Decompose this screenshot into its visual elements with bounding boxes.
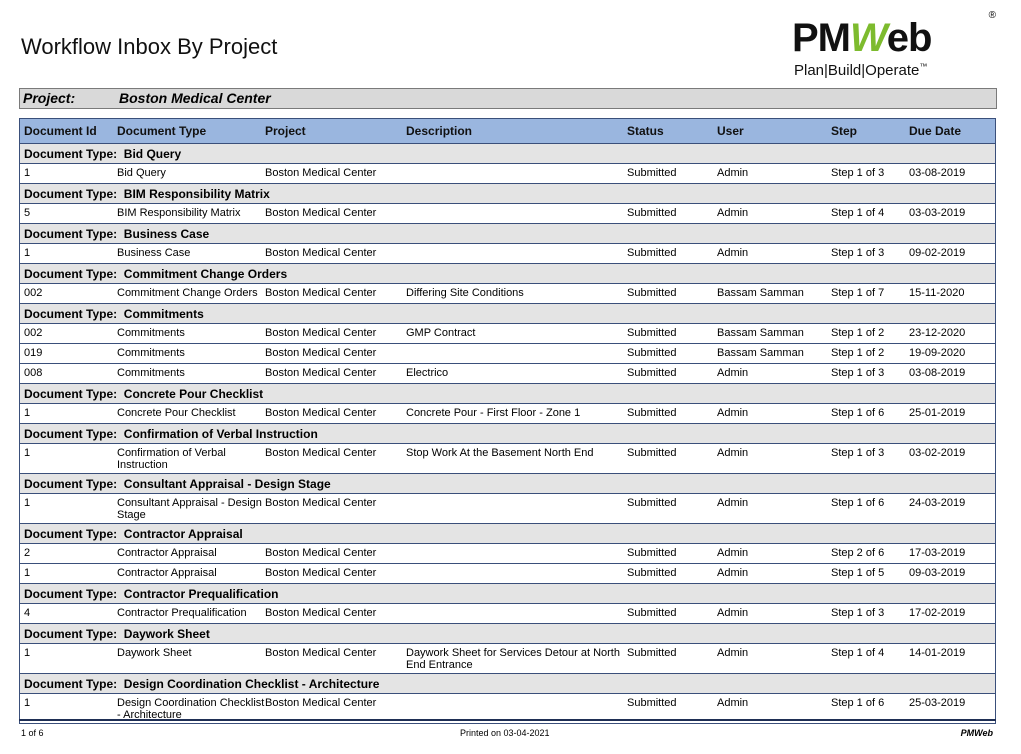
cell-document-id: 1 xyxy=(24,247,31,259)
cell-status: Submitted xyxy=(627,327,677,339)
group-title: Document Type: Commitments xyxy=(24,307,204,321)
col-user: User xyxy=(717,124,744,138)
registered-mark: ® xyxy=(988,10,996,21)
group-title: Document Type: Confirmation of Verbal Instruction xyxy=(24,427,318,441)
group-header xyxy=(19,224,996,244)
table-header xyxy=(19,118,996,144)
cell-due-date: 14-01-2019 xyxy=(909,647,966,659)
cell-user: Admin xyxy=(717,567,749,579)
cell-status: Submitted xyxy=(627,247,677,259)
cell-user: Admin xyxy=(717,647,749,659)
group-header xyxy=(19,304,996,324)
cell-user: Admin xyxy=(717,547,749,559)
cell-document-id: 5 xyxy=(24,207,31,219)
cell-document-id: 002 xyxy=(24,327,43,339)
cell-project: Boston Medical Center xyxy=(265,607,377,619)
cell-description: GMP Contract xyxy=(406,327,476,339)
cell-project: Boston Medical Center xyxy=(265,367,377,379)
group-title: Document Type: Daywork Sheet xyxy=(24,627,210,641)
cell-user: Bassam Samman xyxy=(717,327,804,339)
group-title: Document Type: BIM Responsibility Matrix xyxy=(24,187,270,201)
table-row[interactable] xyxy=(19,204,996,224)
cell-step: Step 1 of 6 xyxy=(831,407,885,419)
cell-status: Submitted xyxy=(627,207,677,219)
cell-document-id: 1 xyxy=(24,567,31,579)
printed-date: Printed on 03-04-2021 xyxy=(460,728,550,738)
cell-user: Admin xyxy=(717,447,749,459)
table-row[interactable] xyxy=(19,644,996,674)
group-title: Document Type: Business Case xyxy=(24,227,210,241)
cell-document-id: 1 xyxy=(24,167,31,179)
col-project: Project xyxy=(265,124,306,138)
cell-step: Step 1 of 5 xyxy=(831,567,885,579)
col-due-date: Due Date xyxy=(909,124,962,138)
cell-due-date: 09-03-2019 xyxy=(909,567,966,579)
project-bar xyxy=(19,88,997,109)
cell-step: Step 1 of 2 xyxy=(831,347,885,359)
cell-due-date: 03-02-2019 xyxy=(909,447,966,459)
cell-document-type: Contractor Appraisal xyxy=(117,567,217,579)
cell-due-date: 23-12-2020 xyxy=(909,327,966,339)
group-title: Document Type: Commitment Change Orders xyxy=(24,267,288,281)
footer-brand: PMWeb xyxy=(960,728,993,738)
col-step: Step xyxy=(831,124,858,138)
cell-document-id: 1 xyxy=(24,697,31,709)
group-header xyxy=(19,264,996,284)
cell-status: Submitted xyxy=(627,647,677,659)
table-row[interactable] xyxy=(19,284,996,304)
col-document-id: Document Id xyxy=(24,124,97,138)
cell-project: Boston Medical Center xyxy=(265,407,377,419)
cell-project: Boston Medical Center xyxy=(265,347,377,359)
cell-status: Submitted xyxy=(627,567,677,579)
cell-step: Step 1 of 6 xyxy=(831,497,885,509)
cell-document-id: 019 xyxy=(24,347,43,359)
cell-project: Boston Medical Center xyxy=(265,287,377,299)
cell-user: Admin xyxy=(717,167,749,179)
cell-project: Boston Medical Center xyxy=(265,247,377,259)
cell-document-type: Design Coordination Checklist - Architecture xyxy=(117,697,265,721)
cell-status: Submitted xyxy=(627,407,677,419)
cell-user: Admin xyxy=(717,407,749,419)
logo-wordmark: PMWeb xyxy=(792,16,932,60)
cell-project: Boston Medical Center xyxy=(265,447,377,459)
group-title: Document Type: Bid Query xyxy=(24,147,182,161)
group-title: Document Type: Consultant Appraisal - Design Stage xyxy=(24,477,331,491)
cell-document-type: Commitments xyxy=(117,347,185,359)
cell-status: Submitted xyxy=(627,547,677,559)
table-row[interactable] xyxy=(19,564,996,584)
col-status: Status xyxy=(627,124,664,138)
cell-description: Differing Site Conditions xyxy=(406,287,524,299)
footer-divider xyxy=(19,719,996,721)
col-document-type: Document Type xyxy=(117,124,207,138)
table-body xyxy=(19,144,996,724)
group-title: Document Type: Design Coordination Checklist - Architecture xyxy=(24,677,380,691)
group-header xyxy=(19,384,996,404)
cell-document-id: 1 xyxy=(24,447,31,459)
cell-due-date: 19-09-2020 xyxy=(909,347,966,359)
group-header xyxy=(19,144,996,164)
cell-project: Boston Medical Center xyxy=(265,547,377,559)
group-header xyxy=(19,624,996,644)
cell-description: Concrete Pour - First Floor - Zone 1 xyxy=(406,407,581,419)
cell-user: Admin xyxy=(717,497,749,509)
cell-document-id: 4 xyxy=(24,607,31,619)
cell-status: Submitted xyxy=(627,347,677,359)
cell-step: Step 1 of 3 xyxy=(831,607,885,619)
cell-document-type: Consultant Appraisal - Design Stage xyxy=(117,497,262,521)
table-row[interactable] xyxy=(19,604,996,624)
project-name: Boston Medical Center xyxy=(119,90,271,106)
cell-project: Boston Medical Center xyxy=(265,647,377,659)
cell-document-type: Concrete Pour Checklist xyxy=(117,407,236,419)
cell-due-date: 24-03-2019 xyxy=(909,497,966,509)
cell-due-date: 03-08-2019 xyxy=(909,167,966,179)
group-title: Document Type: Contractor Appraisal xyxy=(24,527,243,541)
report-title: Workflow Inbox By Project xyxy=(21,34,278,59)
table-row[interactable] xyxy=(19,404,996,424)
cell-description: Daywork Sheet for Services Detour at North End Entrance xyxy=(406,647,620,671)
cell-due-date: 25-01-2019 xyxy=(909,407,966,419)
cell-document-type: Contractor Prequalification xyxy=(117,607,247,619)
group-title: Document Type: Concrete Pour Checklist xyxy=(24,387,264,401)
cell-project: Boston Medical Center xyxy=(265,327,377,339)
cell-document-id: 1 xyxy=(24,647,31,659)
cell-document-type: Daywork Sheet xyxy=(117,647,192,659)
cell-due-date: 03-03-2019 xyxy=(909,207,966,219)
cell-step: Step 1 of 3 xyxy=(831,167,885,179)
cell-step: Step 1 of 4 xyxy=(831,647,885,659)
col-description: Description xyxy=(406,124,473,138)
cell-document-id: 1 xyxy=(24,497,31,509)
cell-project: Boston Medical Center xyxy=(265,167,377,179)
cell-status: Submitted xyxy=(627,607,677,619)
cell-project: Boston Medical Center xyxy=(265,497,377,509)
cell-user: Admin xyxy=(717,607,749,619)
group-header xyxy=(19,584,996,604)
project-label: Project: xyxy=(23,90,76,106)
cell-step: Step 1 of 3 xyxy=(831,367,885,379)
cell-user: Bassam Samman xyxy=(717,347,804,359)
cell-status: Submitted xyxy=(627,497,677,509)
cell-step: Step 1 of 6 xyxy=(831,697,885,709)
cell-document-type: BIM Responsibility Matrix xyxy=(117,207,241,219)
cell-document-type: Confirmation of Verbal Instruction xyxy=(117,447,226,471)
group-header xyxy=(19,674,996,694)
cell-user: Admin xyxy=(717,697,749,709)
cell-document-id: 002 xyxy=(24,287,43,299)
cell-step: Step 1 of 3 xyxy=(831,247,885,259)
cell-document-type: Commitments xyxy=(117,367,185,379)
cell-project: Boston Medical Center xyxy=(265,567,377,579)
table-row[interactable] xyxy=(19,344,996,364)
cell-user: Bassam Samman xyxy=(717,287,804,299)
cell-project: Boston Medical Center xyxy=(265,207,377,219)
table-row[interactable] xyxy=(19,164,996,184)
cell-status: Submitted xyxy=(627,697,677,709)
cell-document-id: 008 xyxy=(24,367,43,379)
cell-due-date: 17-02-2019 xyxy=(909,607,966,619)
table-row[interactable] xyxy=(19,444,996,474)
cell-user: Admin xyxy=(717,207,749,219)
cell-step: Step 1 of 4 xyxy=(831,207,885,219)
cell-user: Admin xyxy=(717,247,749,259)
cell-document-type: Bid Query xyxy=(117,167,166,179)
cell-document-type: Contractor Appraisal xyxy=(117,547,217,559)
table-row[interactable] xyxy=(19,544,996,564)
cell-document-type: Commitment Change Orders xyxy=(117,287,258,299)
cell-document-type: Business Case xyxy=(117,247,191,259)
cell-due-date: 15-11-2020 xyxy=(909,287,965,299)
cell-project: Boston Medical Center xyxy=(265,697,377,709)
cell-step: Step 1 of 7 xyxy=(831,287,885,299)
cell-status: Submitted xyxy=(627,447,677,459)
cell-status: Submitted xyxy=(627,167,677,179)
cell-due-date: 25-03-2019 xyxy=(909,697,966,709)
cell-due-date: 09-02-2019 xyxy=(909,247,966,259)
group-header xyxy=(19,184,996,204)
cell-status: Submitted xyxy=(627,287,677,299)
table-row[interactable] xyxy=(19,324,996,344)
page-number: 1 of 6 xyxy=(21,728,44,738)
cell-description: Electrico xyxy=(406,367,449,379)
cell-due-date: 17-03-2019 xyxy=(909,547,966,559)
cell-status: Submitted xyxy=(627,367,677,379)
cell-due-date: 03-08-2019 xyxy=(909,367,966,379)
group-header xyxy=(19,424,996,444)
cell-user: Admin xyxy=(717,367,749,379)
cell-document-id: 2 xyxy=(24,547,31,559)
table-row[interactable] xyxy=(19,244,996,264)
pmweb-logo xyxy=(792,10,1002,82)
table-row[interactable] xyxy=(19,494,996,524)
cell-document-type: Commitments xyxy=(117,327,185,339)
group-header xyxy=(19,474,996,494)
group-title: Document Type: Contractor Prequalification xyxy=(24,587,279,601)
cell-description: Stop Work At the Basement North End xyxy=(406,447,594,459)
cell-document-id: 1 xyxy=(24,407,31,419)
workflow-table xyxy=(19,118,996,724)
group-header xyxy=(19,524,996,544)
cell-step: Step 1 of 3 xyxy=(831,447,885,459)
cell-step: Step 2 of 6 xyxy=(831,547,885,559)
cell-step: Step 1 of 2 xyxy=(831,327,885,339)
logo-tagline: Plan|Build|Operate™ xyxy=(794,62,928,79)
table-row[interactable] xyxy=(19,364,996,384)
